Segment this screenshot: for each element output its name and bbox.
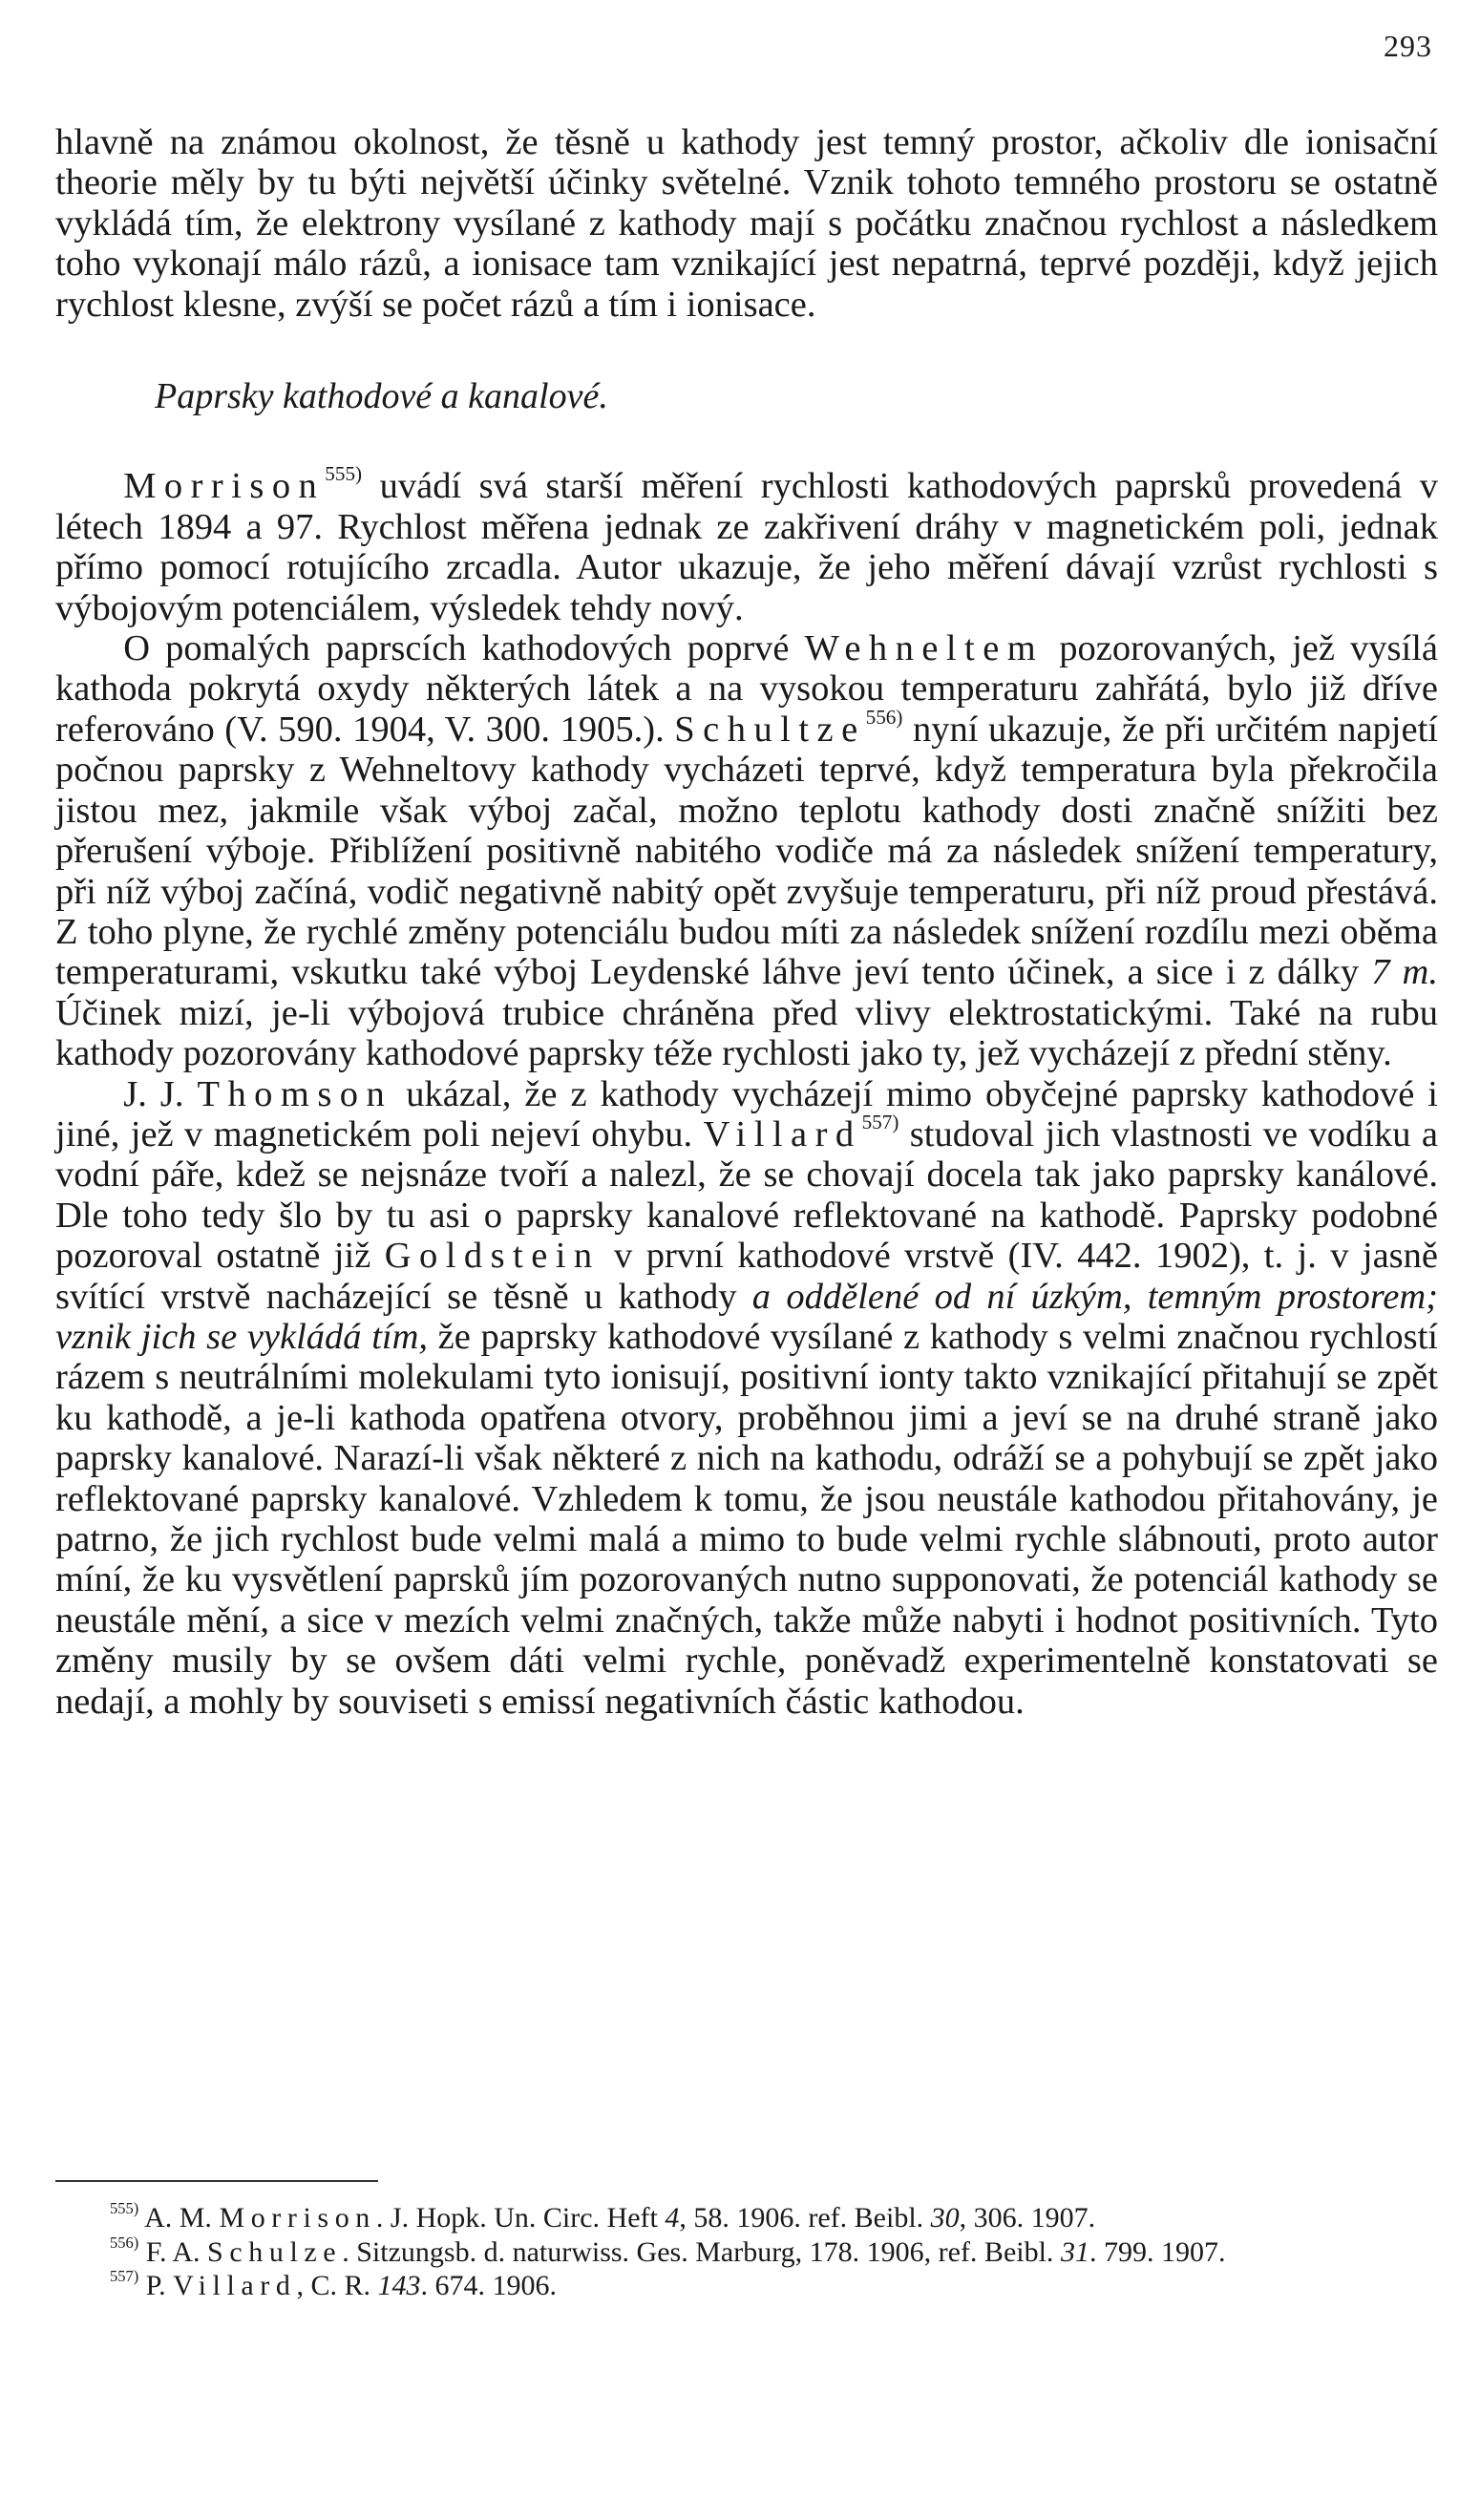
footnote-author: Villard [173, 2270, 297, 2301]
paragraph-morrison [55, 462, 1438, 628]
author-thomson: Thomson [197, 1073, 393, 1114]
footnote-volume: 31 [1060, 2235, 1089, 2268]
footnote-pre: A. M. [138, 2202, 220, 2234]
footnote-number: 557) [110, 2266, 139, 2285]
footnote-555 [55, 2198, 1438, 2235]
footnote-mid2: , 58. 1906. ref. Beibl. [679, 2202, 931, 2234]
footnote-ref-556: 556) [865, 705, 903, 729]
villard-text-end: že paprsky kathodové vysílané z kathody s velmi značnou rychlostí rázem s neutrálními molekulami tyto ionisují, positivní ionty takto vznikající přitahují se zpět ku kathodě, a je-li kathoda opatřena otvory, proběhnou jimi a jeví se na druhé straně jako paprsky kanalové. Narazí-li však některé z nich na kathodu, odráží se a pohybují se zpět jako reflektované paprsky kanalové. Vzhledem k tomu, že jsou neustále kathodou přitahovány, je patrno, že jich rychlost bude velmi malá a mimo to bude velmi rychle slábnouti, proto autor míní, že ku vysvětlení paprsků jím pozorovaných nutno supponovati, že potenciál kathody se neustále mění, a sice v mezích velmi značných, takže může nabyti i hodnot positivních. Tyto změny musily by se ovšem dáti velmi rychle, poněvadž experimentelně konstatovati se nedají, a mohly by souviseti s emissí negativních částic kathodou. [55, 1316, 1438, 1722]
footnote-pre: F. A. [138, 2235, 208, 2268]
author-wehnelt: Wehneltem [804, 628, 1045, 669]
footnote-556 [55, 2235, 1438, 2270]
schultze-text: nyní ukazuje, že při určitém napjetí počnou paprsky z Wehneltovy kathody vycházeti teprvé, když temperatura byla překročila jistou mez, jakmile však výboj začal, možno teplotu kathody dosti značně snížiti bez přerušení výboje. Přiblížení positivně nabitého vodiče má za následek snížení temperatury, při níž výboj začíná, vodič negativně nabitý opět zvyšuje temperaturu, při níž proud přestává. Z toho plyne, že rychlé změny potenciálu budou míti za následek snížení rozdílu mezi oběma temperaturami, vskutku také výboj Leydenské láhve jeví tento účinek, a sice i z dálky [55, 709, 1438, 993]
paragraph-wehnelt [55, 628, 1438, 1073]
footnote-volume: 143 [377, 2270, 421, 2301]
footnote-post: , 306. 1907. [959, 2202, 1096, 2234]
footnote-number: 555) [110, 2198, 139, 2217]
footnote-author: Schulze [207, 2235, 343, 2268]
footnote-ref-555: 555) [325, 462, 363, 486]
thomson-text: ukázal, že z kathody vycházejí mimo obyčejné paprsky kathodové i jiné, jež v magnetickém poli nejeví ohybu. [55, 1073, 1438, 1154]
footnote-volume-2: 30 [930, 2202, 960, 2234]
footnote-author: Morrison [219, 2202, 376, 2234]
footnote-mid2: . 674. 1906. [420, 2270, 558, 2301]
morrison-text: uvádí svá starší měření rychlosti kathodových paprsků provedená v létech 1894 a 97. Rychlost měřena jednak ze zakřivení dráhy v magnetickém poli, jednak přímo pomocí rotujícího zrcadla. Autor ukazuje, že jeho měření dávají vzrůst rychlosti s výbojovým potenciálem, výsledek tehdy nový. [55, 466, 1438, 628]
schultze-text-end: Účinek mizí, je-li výbojová trubice chráněna před vlivy elektrostatickými. Také na rubu kathody pozorovány kathodové paprsky téže rychlosti jako ty, jež vycházejí z přední stěny. [55, 992, 1438, 1074]
footnote-ref-557: 557) [861, 1110, 899, 1133]
author-goldstein: Goldstein [384, 1236, 601, 1277]
villard-text: studoval jich vlastnosti ve vodíku a vodní páře, kdež se nejsnáze tvoří a nalezl, že se chovají docela tak jako paprsky kanálové. Dle toho tedy šlo by tu asi o paprsky kanalové reflektované na kathodě. Paprsky podobné pozoroval ostatně již [55, 1113, 1438, 1277]
footnotes [55, 2198, 1438, 2303]
wehnelt-intro: O pomalých paprscích kathodových poprvé [123, 628, 805, 669]
author-villard: Villard [703, 1113, 862, 1154]
footnote-divider [55, 2180, 378, 2182]
section-heading: Paprsky kathodové a kanalové. [155, 376, 608, 417]
footnote-mid: . Sitzungsb. d. naturwiss. Ges. Marburg, 178. 1906, ref. Beibl. [342, 2235, 1061, 2268]
footnote-mid2: . 799. 1907. [1089, 2235, 1226, 2268]
main-text [55, 122, 1438, 1722]
author-schultze: Schultze [674, 709, 866, 750]
footnote-pre: P. [138, 2270, 174, 2301]
page-number: 293 [1384, 29, 1432, 63]
distance-value: 7 m. [1371, 952, 1438, 993]
goldstein-text: v první kathodové vrstvě (IV. 442. 1902), t. j. v jasně svítící vrstvě nacházející se těsně u kathody [55, 1236, 1439, 1317]
author-morrison: Morrison [123, 466, 326, 507]
paragraph-thomson [55, 1074, 1438, 1723]
footnote-mid: . J. Hopk. Un. Circ. Heft [375, 2202, 666, 2234]
paragraph-dark-space: hlavně na známou okolnost, že těsně u kathody jest temný prostor, ačkoliv dle ionisační theorie měly by tu býti největší účinky světelné. Vznik tohoto temného prostoru se ostatně vykládá tím, že elektrony vysílané z kathody mají s počátku značnou rychlost a následkem toho vykonají málo rázů, a ionisace tam vznikající jest nepatrná, teprvé později, když jejich rychlost klesne, zvýší se počet rázů a tím i ionisace. [55, 122, 1438, 325]
thomson-initials: J. J. [123, 1073, 198, 1114]
footnote-mid: , C. R. [296, 2270, 378, 2301]
footnote-number: 556) [110, 2233, 139, 2252]
footnote-volume: 4 [665, 2202, 680, 2234]
wehnelt-text: pozorovaných, jež vysílá kathoda pokrytá oxydy některých látek a na vysokou temperaturu zahřátá, bylo již dříve referováno (V. 590. 1904, V. 300. 1905.). [55, 628, 1439, 750]
footnote-557 [55, 2266, 1438, 2303]
italic-passage: a oddělené od ní úzkým, temným prostorem; vznik jich se vykládá tím, [55, 1276, 1438, 1357]
